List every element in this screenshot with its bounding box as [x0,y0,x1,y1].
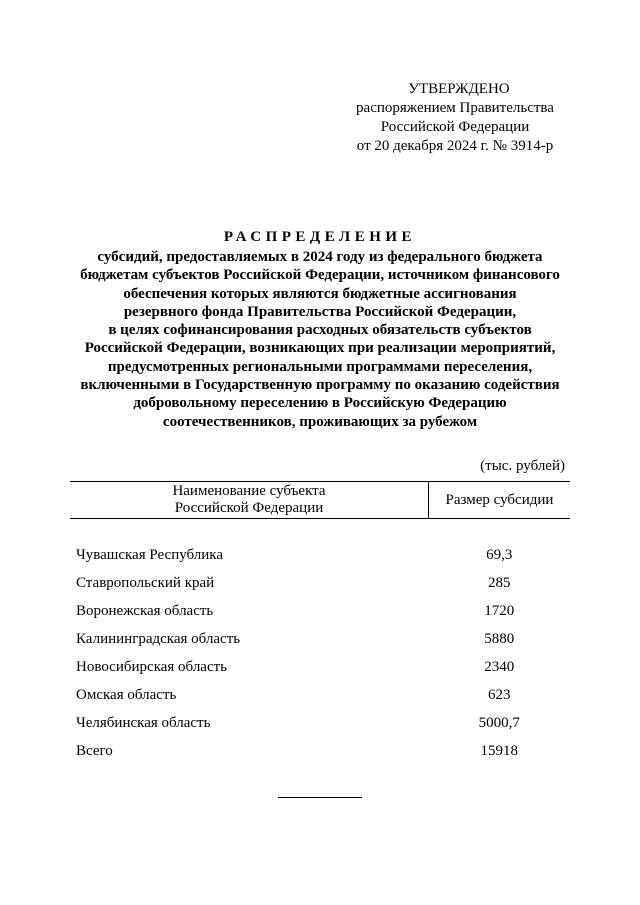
table-row-total [70,737,570,765]
subtitle-line: субсидий, предоставляемых в 2024 году из федерального бюджета [97,249,543,265]
table-row [70,597,570,625]
subsidy-value: 1720 [484,602,515,619]
subsidy-value: 69,3 [486,546,513,563]
subtitle-line: включенными в Государственную программу по оказанию содействия [80,377,560,394]
approval-stamp [340,80,570,156]
table-row [70,709,570,737]
subsidy-value: 2340 [484,658,515,675]
subtitle-line: добровольному переселению в Российскую Федерацию [133,395,507,412]
total-label: Всего [76,742,113,759]
table-header-row [70,482,570,519]
subtitle-line: соотечественников, проживающих за рубежом [162,413,478,430]
header-region-line-1: Наименование субъекта [172,483,326,499]
subtitle-line: бюджетам субъектов Российской Федерации, источником финансового [80,267,560,284]
subsidy-table [70,481,570,765]
region-name: Новосибирская область [76,658,228,675]
units-label: (тыс. рублей) [480,458,565,474]
subsidy-value: 623 [488,686,511,703]
subsidy-value: 285 [488,574,511,591]
header-region-line-2: Российской Федерации [174,500,324,516]
table-row [70,625,570,653]
region-name: Чувашская Республика [76,546,224,563]
region-name: Ставропольский край [76,574,215,591]
document-end-line [278,797,362,798]
approval-line-3: от 20 декабря 2024 г. № 3914-р [356,138,554,154]
approval-title: УТВЕРЖДЕНО [408,81,510,97]
subtitle-line: обеспечения которых являются бюджетные ассигнования [123,285,517,302]
region-name: Омская область [76,686,177,703]
region-name: Челябинская область [76,714,211,731]
table-row [70,653,570,681]
approval-line-1: распоряжением Правительства [356,100,554,116]
total-value: 15918 [480,742,518,759]
subtitle-line: в целях софинансирования расходных обязательств субъектов [108,322,532,339]
approval-line-2: Российской Федерации [380,119,530,135]
table-row [70,569,570,597]
region-name: Воронежская область [76,602,214,619]
region-name: Калининградская область [76,630,241,647]
table-row [70,519,570,570]
subsidy-value: 5880 [484,630,515,647]
subsidy-value: 5000,7 [478,714,520,731]
subtitle-line: Российской Федерации, возникающих при реализации мероприятий, [84,340,556,357]
header-region [70,482,429,519]
table-row [70,681,570,709]
subtitle-line: резервного фонда Правительства Российской Федерации, [123,303,517,320]
document-subtitle [70,248,570,431]
header-amount: Размер субсидии [429,482,571,519]
document-heading: РАСПРЕДЕЛЕНИЕ [223,229,417,245]
subtitle-line: предусмотренных региональными программами переселения, [107,358,533,375]
